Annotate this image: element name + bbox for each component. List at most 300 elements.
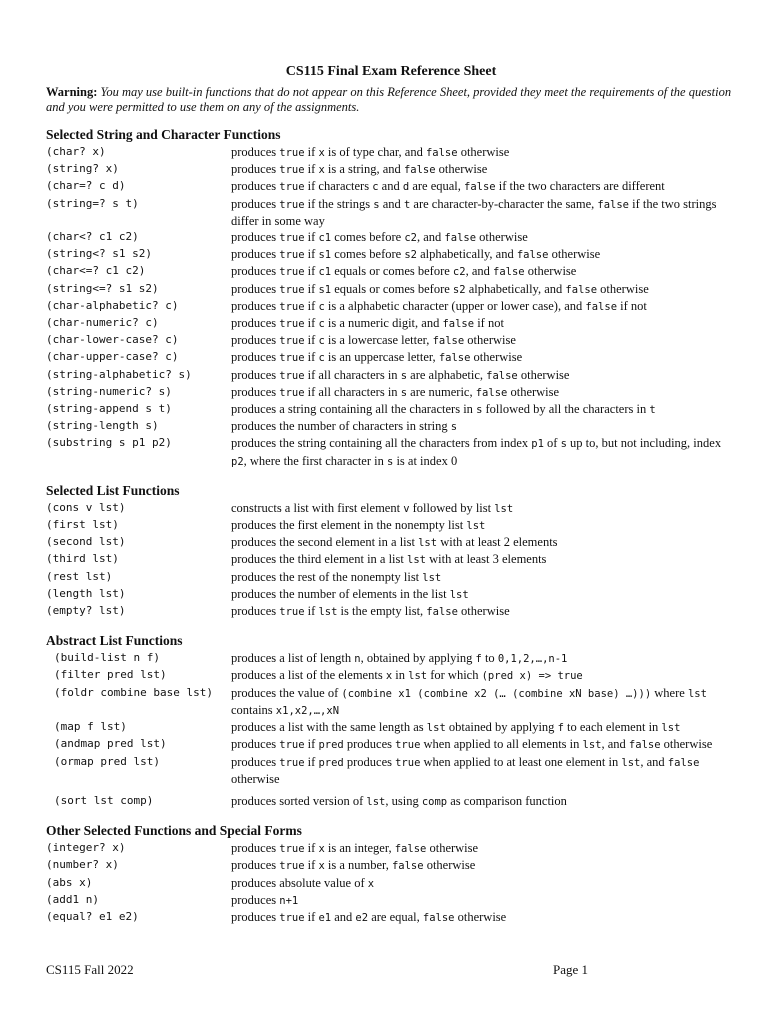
function-description	[231, 667, 736, 684]
code-fragment: false	[426, 606, 458, 619]
text-fragment: produces	[231, 230, 280, 245]
text-fragment: produces the second element in a list	[231, 535, 419, 550]
function-signature: (char=? c d)	[46, 179, 126, 193]
text-fragment: produces the value of	[231, 685, 342, 700]
function-row	[46, 178, 736, 195]
code-fragment: n	[354, 653, 361, 666]
section-title: Selected String and Character Functions	[46, 127, 281, 142]
code-fragment: true	[279, 300, 305, 313]
text-fragment: , using	[385, 793, 422, 808]
text-fragment: otherwise	[524, 264, 577, 279]
text-fragment: , and	[465, 264, 494, 279]
text-fragment: produces	[231, 298, 280, 313]
text-fragment: is an uppercase letter,	[324, 350, 439, 365]
code-fragment: x	[385, 670, 393, 683]
code-fragment: s	[387, 455, 394, 468]
text-fragment: produces the string containing all the characters from index	[231, 436, 532, 451]
text-fragment: produces	[231, 162, 280, 177]
code-fragment: false	[667, 756, 700, 769]
function-row	[46, 736, 736, 753]
text-fragment: to each element in	[563, 720, 662, 735]
text-fragment: produces	[231, 858, 280, 873]
text-fragment: , where the first character in	[243, 453, 387, 468]
text-fragment: produces	[343, 754, 396, 769]
section	[46, 633, 736, 810]
code-fragment: lst	[407, 554, 426, 567]
code-fragment: true	[279, 249, 305, 262]
text-fragment: are alphabetic,	[407, 367, 487, 382]
code-fragment: true	[279, 352, 305, 365]
text-fragment: , and	[640, 754, 668, 769]
function-signature: (andmap pred lst)	[54, 737, 167, 751]
warning-note	[46, 85, 736, 115]
function-signature: (filter pred lst)	[54, 668, 167, 682]
text-fragment: if	[304, 316, 319, 331]
code-fragment: pred	[318, 756, 344, 769]
code-fragment: 0,1,2,…,n-1	[497, 653, 568, 666]
function-signature: (string? x)	[46, 162, 119, 176]
code-fragment: lst	[408, 670, 428, 683]
function-description	[231, 857, 736, 874]
function-signature: (char-upper-case? c)	[46, 350, 179, 364]
function-row	[46, 551, 736, 568]
text-fragment: produces a list of length	[231, 651, 355, 666]
function-row	[46, 281, 736, 298]
code-fragment: lst	[422, 571, 442, 584]
text-fragment: otherwise	[426, 841, 479, 856]
code-fragment: s	[476, 404, 483, 417]
code-fragment: false	[565, 283, 598, 296]
code-fragment: s	[373, 198, 380, 211]
footer-page-number: Page 1	[552, 962, 588, 977]
code-fragment: t	[649, 404, 656, 417]
function-signature: (sort lst comp)	[54, 793, 154, 807]
code-fragment: e2	[355, 911, 369, 924]
function-signature: (add1 n)	[46, 892, 99, 906]
function-description	[231, 298, 736, 315]
text-fragment: produces	[231, 367, 280, 382]
function-row	[46, 586, 736, 603]
code-fragment: true	[395, 756, 421, 769]
text-fragment: otherwise	[454, 909, 507, 924]
text-fragment: produces	[231, 737, 280, 752]
text-fragment: if	[304, 909, 319, 924]
function-signature: (string<=? s1 s2)	[46, 281, 159, 295]
function-description	[231, 349, 736, 366]
text-fragment: produces absolute value of	[231, 875, 368, 890]
function-description	[231, 500, 736, 517]
text-fragment: otherwise	[423, 858, 476, 873]
text-fragment: produces	[231, 604, 280, 619]
code-fragment: true	[279, 386, 305, 399]
code-fragment: f	[475, 653, 482, 666]
text-fragment: produces the rest of the nonempty list	[231, 569, 423, 584]
code-fragment: true	[279, 911, 305, 924]
code-fragment: s	[560, 438, 567, 451]
text-fragment: alphabetically, and	[416, 247, 517, 262]
function-description	[231, 754, 736, 787]
function-row	[46, 857, 736, 874]
text-fragment: up to, but not including, index	[566, 436, 722, 451]
text-fragment: produces the first element in the nonempty list	[231, 518, 467, 533]
function-signature: (string=? s t)	[46, 196, 139, 210]
warning-text: You may use built-in functions that do not appear on this Reference Sheet, provided they meet the requirements of the question and you were permitted to use them on any of the assignments.	[46, 85, 732, 114]
text-fragment: produces	[231, 145, 280, 159]
text-fragment: is a string, and	[324, 162, 404, 177]
code-fragment: (pred x) => true	[481, 670, 583, 683]
code-fragment: false	[628, 739, 661, 752]
function-row	[46, 332, 736, 349]
text-fragment: produces a string containing all the characters in	[231, 402, 477, 417]
function-description	[231, 178, 736, 195]
function-signature: (equal? e1 e2)	[46, 909, 139, 923]
text-fragment: if	[304, 841, 319, 856]
text-fragment: produces a list of the elements	[231, 668, 386, 683]
code-fragment: true	[279, 266, 305, 279]
function-row	[46, 435, 736, 469]
text-fragment: produces	[231, 350, 280, 365]
function-row	[46, 534, 736, 551]
text-fragment: constructs a list with first element	[231, 500, 404, 515]
function-signature: (char<? c1 c2)	[46, 230, 139, 244]
function-row	[46, 196, 736, 229]
code-fragment: false	[403, 164, 436, 177]
code-fragment: x1,x2,…,xN	[275, 704, 340, 717]
function-row	[46, 384, 736, 401]
text-fragment: alphabetically, and	[465, 281, 566, 296]
code-fragment: c	[318, 300, 325, 313]
code-fragment: s	[450, 421, 458, 434]
code-fragment: c1	[318, 232, 332, 245]
text-fragment: otherwise	[457, 604, 510, 619]
code-fragment: false	[425, 147, 458, 159]
function-row	[46, 875, 736, 892]
function-description	[231, 367, 736, 384]
code-fragment: s2	[404, 249, 417, 262]
text-fragment: is at index 0	[393, 453, 458, 468]
text-fragment: otherwise	[660, 737, 713, 752]
code-fragment: c2	[452, 266, 466, 279]
code-fragment: v	[403, 502, 410, 515]
function-signature: (second lst)	[46, 535, 126, 549]
code-fragment: false	[422, 911, 455, 924]
text-fragment: if	[304, 737, 319, 752]
code-fragment: x	[318, 164, 325, 177]
code-fragment: pred	[318, 739, 344, 752]
function-row	[46, 892, 736, 909]
text-fragment: is a number,	[324, 858, 392, 873]
code-fragment: lst	[418, 537, 438, 550]
code-fragment: c	[318, 335, 325, 348]
function-signature: (third lst)	[46, 552, 119, 566]
code-fragment: true	[279, 335, 305, 348]
code-fragment: x	[318, 860, 325, 873]
function-signature: (length lst)	[46, 586, 126, 600]
code-fragment: c2	[404, 232, 417, 245]
text-fragment: if the strings	[304, 196, 374, 211]
text-fragment: , obtained by applying	[360, 651, 476, 666]
function-signature: (string-alphabetic? s)	[46, 367, 192, 381]
text-fragment: followed by all the characters in	[482, 402, 650, 417]
function-row	[46, 719, 736, 736]
function-description	[231, 144, 736, 161]
function-description	[231, 909, 736, 926]
text-fragment: if	[304, 858, 319, 873]
code-fragment: true	[279, 756, 305, 769]
code-fragment: lst	[494, 502, 514, 515]
code-fragment: false	[394, 843, 427, 856]
function-signature: (char<=? c1 c2)	[46, 264, 146, 278]
function-row	[46, 229, 736, 246]
code-fragment: d	[402, 181, 410, 194]
code-fragment: s	[400, 369, 408, 382]
function-row	[46, 685, 736, 719]
function-row	[46, 263, 736, 280]
text-fragment: produces	[231, 841, 280, 856]
function-row	[46, 401, 736, 418]
function-signature: (foldr combine base lst)	[54, 685, 213, 699]
text-fragment: if	[304, 350, 319, 365]
code-fragment: false	[585, 300, 618, 313]
code-fragment: e1	[318, 911, 332, 924]
code-fragment: true	[279, 232, 305, 245]
text-fragment: produces	[231, 281, 280, 296]
text-fragment: is a lowercase letter,	[324, 333, 433, 348]
function-description	[231, 196, 736, 229]
function-row	[46, 367, 736, 384]
text-fragment: are numeric,	[407, 384, 476, 399]
function-description	[231, 586, 736, 603]
text-fragment: otherwise	[457, 145, 510, 159]
text-fragment: produces the third element in a list	[231, 552, 407, 567]
function-signature: (string-length s)	[46, 419, 159, 433]
function-description	[231, 840, 736, 857]
function-description	[231, 736, 736, 753]
function-description	[231, 875, 736, 892]
function-description	[231, 384, 736, 401]
section-title: Selected List Functions	[46, 482, 180, 498]
code-fragment: x	[318, 147, 325, 159]
text-fragment: and	[379, 196, 404, 211]
function-description	[231, 229, 736, 246]
code-fragment: lst	[582, 739, 602, 752]
text-fragment: produces	[343, 737, 396, 752]
function-row	[46, 667, 736, 684]
page-footer	[46, 962, 588, 978]
code-fragment: true	[279, 318, 305, 331]
code-fragment: f	[557, 722, 564, 735]
text-fragment: and	[331, 909, 356, 924]
text-fragment: is an integer,	[324, 841, 395, 856]
text-fragment: is of type char, and	[324, 145, 426, 159]
text-fragment: if	[304, 247, 319, 262]
function-row	[46, 298, 736, 315]
text-fragment: if all characters in	[304, 367, 401, 382]
text-fragment: if	[304, 230, 319, 245]
text-fragment: are equal,	[409, 179, 465, 194]
function-description	[231, 161, 736, 178]
function-signature: (first lst)	[46, 518, 119, 532]
function-description	[231, 418, 736, 435]
code-fragment: false	[442, 318, 475, 331]
text-fragment: otherwise	[597, 281, 649, 296]
function-description	[231, 281, 736, 298]
code-fragment: lst	[466, 520, 486, 533]
code-fragment: true	[279, 369, 305, 382]
text-fragment: and	[378, 179, 403, 194]
text-fragment: produces	[231, 196, 280, 211]
text-fragment: with at least 3 elements	[425, 552, 547, 567]
text-fragment: produces	[231, 247, 280, 262]
code-fragment: true	[395, 739, 421, 752]
function-row	[46, 144, 736, 161]
text-fragment: if characters	[304, 179, 373, 194]
code-fragment: true	[279, 606, 305, 619]
function-description	[231, 435, 736, 469]
text-fragment: is a numeric digit, and	[324, 316, 443, 331]
code-fragment: false	[391, 860, 424, 873]
function-description	[231, 551, 736, 568]
function-signature: (char-numeric? c)	[46, 316, 159, 330]
text-fragment: if	[304, 162, 319, 177]
function-signature: (substring s p1 p2)	[46, 436, 172, 450]
function-row	[46, 517, 736, 534]
code-fragment: true	[279, 843, 305, 856]
code-fragment: n+1	[279, 894, 299, 907]
function-row	[46, 349, 736, 366]
function-description	[231, 332, 736, 349]
function-signature: (cons v lst)	[46, 500, 126, 514]
text-fragment: produces	[231, 754, 280, 769]
code-fragment: false	[475, 386, 508, 399]
text-fragment: when applied to all elements in	[420, 737, 583, 752]
text-fragment: produces	[231, 333, 280, 348]
text-fragment: comes before	[331, 247, 405, 262]
function-signature: (build-list n f)	[54, 651, 160, 665]
function-row	[46, 603, 736, 620]
function-row	[46, 418, 736, 435]
text-fragment: obtained by applying	[445, 720, 558, 735]
code-fragment: p1	[531, 438, 544, 451]
text-fragment: of	[543, 436, 561, 451]
function-signature: (char-lower-case? c)	[46, 333, 179, 347]
code-fragment: false	[432, 335, 465, 348]
function-signature: (string<? s1 s2)	[46, 247, 152, 261]
section	[46, 483, 736, 620]
function-row	[46, 793, 736, 810]
text-fragment: in	[392, 668, 409, 683]
text-fragment: equals or comes before	[331, 264, 453, 279]
text-fragment: otherwise	[507, 384, 560, 399]
code-fragment: lst	[366, 795, 386, 808]
function-description	[231, 892, 736, 909]
text-fragment: where	[651, 685, 688, 700]
function-signature: (abs x)	[46, 875, 93, 889]
code-fragment: c1	[318, 266, 332, 279]
code-fragment: lst	[426, 722, 446, 735]
function-description	[231, 569, 736, 586]
function-row	[46, 840, 736, 857]
function-row	[46, 754, 736, 787]
text-fragment: if	[304, 145, 319, 159]
function-row	[46, 569, 736, 586]
code-fragment: false	[438, 352, 471, 365]
code-fragment: c	[318, 352, 325, 365]
code-fragment: true	[279, 164, 305, 177]
code-fragment: false	[597, 198, 629, 211]
function-description	[231, 685, 736, 719]
text-fragment: if	[304, 298, 319, 313]
text-fragment: otherwise	[231, 771, 280, 786]
text-fragment: produces	[231, 179, 280, 194]
text-fragment: produces	[231, 909, 280, 924]
code-fragment: true	[279, 283, 305, 296]
function-row	[46, 246, 736, 263]
text-fragment: contains	[231, 702, 276, 717]
function-description	[231, 650, 736, 667]
code-fragment: (combine x1 (combine x2 (… (combine xN base) …)))	[341, 687, 652, 700]
code-fragment: lst	[449, 588, 469, 601]
function-signature: (ormap pred lst)	[54, 754, 160, 768]
text-fragment: produces sorted version of	[231, 793, 367, 808]
section-title: Abstract List Functions	[46, 633, 183, 649]
code-fragment: x	[367, 877, 375, 890]
text-fragment: as comparison function	[447, 793, 567, 808]
text-fragment: , and	[601, 737, 629, 752]
footer-course: CS115 Fall 2022	[46, 962, 134, 977]
code-fragment: true	[279, 147, 305, 159]
code-fragment: lst	[318, 606, 338, 619]
function-description	[231, 517, 736, 534]
text-fragment: produces the number of elements in the list	[231, 586, 450, 601]
section	[46, 127, 736, 470]
warning-label: Warning:	[46, 85, 98, 99]
function-description	[231, 793, 736, 810]
text-fragment: if	[304, 604, 319, 619]
text-fragment: is the empty list,	[337, 604, 427, 619]
text-fragment: produces	[231, 892, 280, 907]
text-fragment: if the two strings differ in some way	[231, 196, 717, 228]
text-fragment: are character-by-character the same,	[410, 196, 598, 211]
function-row	[46, 909, 736, 926]
text-fragment: produces	[231, 384, 280, 399]
function-description	[231, 603, 736, 620]
code-fragment: lst	[687, 687, 707, 700]
text-fragment: for which	[427, 668, 482, 683]
function-description	[231, 401, 736, 418]
code-fragment: true	[279, 181, 305, 194]
reference-sheet	[46, 64, 736, 939]
function-description	[231, 534, 736, 551]
text-fragment: are equal,	[368, 909, 423, 924]
text-fragment: otherwise	[435, 162, 488, 177]
code-fragment: t	[403, 198, 411, 211]
code-fragment: true	[279, 860, 305, 873]
text-fragment: if all characters in	[304, 384, 401, 399]
code-fragment: x	[318, 843, 325, 856]
code-fragment: true	[279, 739, 305, 752]
text-fragment: otherwise	[476, 230, 528, 245]
function-signature: (string-numeric? s)	[46, 384, 172, 398]
code-fragment: false	[486, 369, 518, 382]
text-fragment: , and	[416, 230, 445, 245]
function-signature: (map f lst)	[54, 720, 127, 734]
text-fragment: with at least 2 elements	[437, 535, 558, 550]
text-fragment: if	[304, 281, 319, 296]
code-fragment: c	[372, 181, 379, 194]
text-fragment: comes before	[331, 230, 405, 245]
text-fragment: if not	[474, 316, 504, 331]
